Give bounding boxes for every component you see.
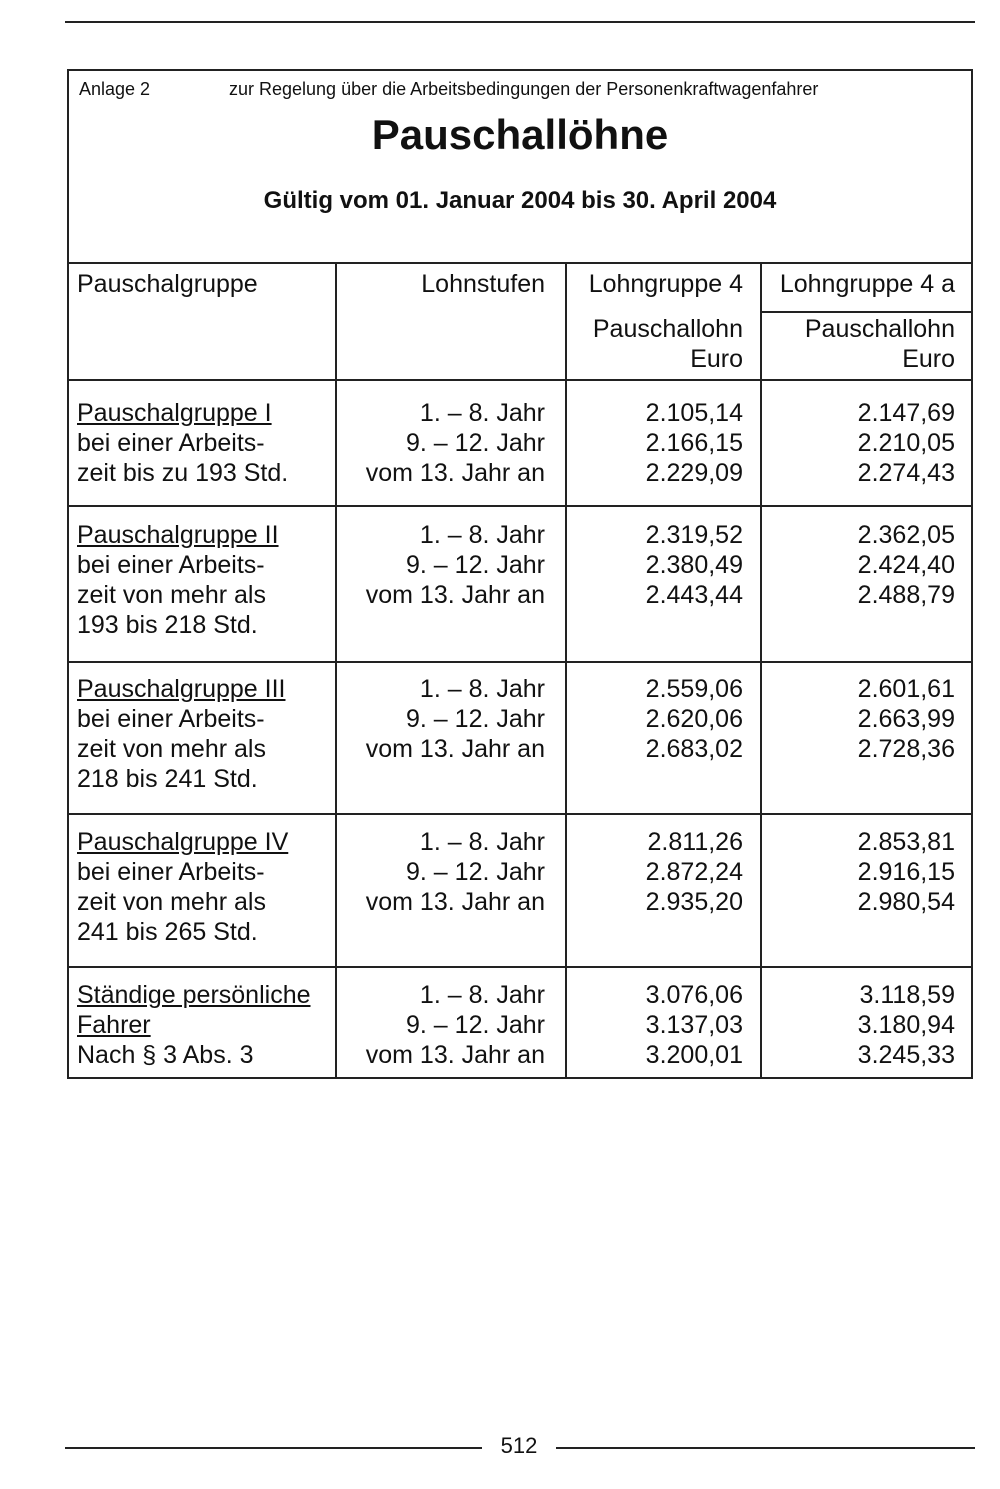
amount: 2.210,05 — [857, 429, 955, 457]
table-row-group — [77, 980, 337, 1070]
amount: 2.443,44 — [645, 581, 743, 609]
amount: 3.137,03 — [645, 1011, 743, 1039]
annex-subtitle: zur Regelung über die Arbeitsbedingungen der Personenkraftwagenfahrer — [229, 79, 819, 99]
amount: 2.424,40 — [857, 551, 955, 579]
row-divider — [69, 505, 971, 507]
header-pay: Pauschallohn — [592, 315, 743, 343]
group-desc: bei einer Arbeits- — [77, 551, 265, 579]
group-name: Pauschalgruppe III — [77, 675, 286, 703]
table-row-steps — [337, 980, 545, 1070]
amount: 2.853,81 — [857, 828, 955, 856]
amount: 2.229,09 — [645, 459, 743, 487]
header-lg4: Lohngruppe 4 — [588, 270, 743, 298]
group-desc: zeit von mehr als — [77, 735, 266, 763]
row-divider — [69, 661, 971, 663]
step: vom 13. Jahr an — [365, 1041, 545, 1069]
table-row-lg4a — [769, 398, 955, 488]
group-desc: zeit von mehr als — [77, 581, 266, 609]
header-currency: Euro — [902, 345, 955, 373]
step: 1. – 8. Jahr — [419, 981, 545, 1009]
amount: 3.118,59 — [859, 981, 955, 1009]
page-number: 512 — [500, 1433, 538, 1458]
table-row-group — [77, 398, 337, 488]
group-name: Pauschalgruppe II — [77, 521, 279, 549]
table-row-group — [77, 674, 337, 794]
column-divider — [760, 263, 762, 1079]
group-name: Pauschalgruppe I — [77, 399, 272, 427]
group-name-cont: Fahrer — [77, 1011, 151, 1039]
amount: 2.980,54 — [857, 888, 955, 916]
amount: 2.935,20 — [645, 888, 743, 916]
step: 1. – 8. Jahr — [419, 399, 545, 427]
group-name: Pauschalgruppe IV — [77, 828, 289, 856]
group-desc: 193 bis 218 Std. — [77, 611, 258, 639]
table-row-lg4 — [567, 980, 743, 1070]
step: 9. – 12. Jahr — [406, 705, 545, 733]
table-row-lg4 — [567, 674, 743, 764]
column-divider — [565, 263, 567, 1079]
amount: 2.663,99 — [857, 705, 955, 733]
group-desc: 241 bis 265 Std. — [77, 918, 258, 946]
amount: 2.872,24 — [645, 858, 743, 886]
header-lg4-pay — [567, 314, 743, 374]
table-row-group — [77, 827, 337, 947]
header-currency: Euro — [690, 345, 743, 373]
row-divider — [69, 813, 971, 815]
amount: 2.488,79 — [857, 581, 955, 609]
footer-rule-left — [65, 1447, 482, 1449]
group-desc: zeit bis zu 193 Std. — [77, 459, 289, 487]
group-desc: bei einer Arbeits- — [77, 429, 265, 457]
step: 1. – 8. Jahr — [419, 521, 545, 549]
table-row-steps — [337, 827, 545, 917]
table-row-lg4a — [769, 674, 955, 764]
step: 9. – 12. Jahr — [406, 1011, 545, 1039]
amount: 2.105,14 — [645, 399, 743, 427]
table-row-lg4a — [769, 520, 955, 610]
table-row-lg4 — [567, 520, 743, 610]
amount: 2.683,02 — [645, 735, 743, 763]
table-row-lg4a — [769, 980, 955, 1070]
amount: 2.319,52 — [645, 521, 743, 549]
row-divider — [69, 966, 971, 968]
table-row-group — [77, 520, 337, 640]
step: 1. – 8. Jahr — [419, 828, 545, 856]
amount: 2.362,05 — [857, 521, 955, 549]
table-row-steps — [337, 674, 545, 764]
header-steps: Lohnstufen — [421, 270, 545, 298]
step: 1. – 8. Jahr — [419, 675, 545, 703]
group-desc: zeit von mehr als — [77, 888, 266, 916]
amount: 2.601,61 — [857, 675, 955, 703]
group-name: Ständige persönliche — [77, 981, 311, 1009]
lg4a-header-divider — [760, 311, 971, 313]
table-row-steps — [337, 398, 545, 488]
group-desc: bei einer Arbeits- — [77, 858, 265, 886]
column-divider — [335, 263, 337, 1079]
group-desc: 218 bis 241 Std. — [77, 765, 258, 793]
amount: 2.916,15 — [857, 858, 955, 886]
group-desc: bei einer Arbeits- — [77, 705, 265, 733]
table-row-lg4 — [567, 827, 743, 917]
validity-period: Gültig vom 01. Januar 2004 bis 30. April 2004 — [263, 187, 777, 214]
amount: 3.245,33 — [857, 1041, 955, 1069]
amount: 2.811,26 — [647, 828, 743, 856]
table-row-lg4 — [567, 398, 743, 488]
footer-rule-right — [556, 1447, 975, 1449]
step: vom 13. Jahr an — [365, 888, 545, 916]
header-divider — [69, 262, 971, 264]
page-title: Pauschallöhne — [371, 111, 669, 158]
table-row-steps — [337, 520, 545, 610]
step: 9. – 12. Jahr — [406, 551, 545, 579]
top-rule — [65, 21, 975, 23]
document-frame — [67, 69, 973, 1079]
table-row-lg4a — [769, 827, 955, 917]
amount: 2.559,06 — [645, 675, 743, 703]
column-header-divider — [69, 379, 971, 381]
amount: 2.380,49 — [645, 551, 743, 579]
amount: 3.180,94 — [857, 1011, 955, 1039]
group-desc: Nach § 3 Abs. 3 — [77, 1041, 254, 1069]
step: 9. – 12. Jahr — [406, 858, 545, 886]
amount: 2.274,43 — [857, 459, 955, 487]
step: 9. – 12. Jahr — [406, 429, 545, 457]
amount: 2.620,06 — [645, 705, 743, 733]
step: vom 13. Jahr an — [365, 581, 545, 609]
header-pay: Pauschallohn — [804, 315, 955, 343]
amount: 2.728,36 — [857, 735, 955, 763]
amount: 2.166,15 — [645, 429, 743, 457]
annex-label: Anlage 2 — [79, 79, 151, 99]
header-group: Pauschalgruppe — [77, 270, 258, 298]
step: vom 13. Jahr an — [365, 735, 545, 763]
amount: 3.200,01 — [645, 1041, 743, 1069]
header-lg4a: Lohngruppe 4 a — [779, 270, 955, 298]
amount: 3.076,06 — [645, 981, 743, 1009]
header-lg4a-pay — [769, 314, 955, 374]
step: vom 13. Jahr an — [365, 459, 545, 487]
amount: 2.147,69 — [857, 399, 955, 427]
